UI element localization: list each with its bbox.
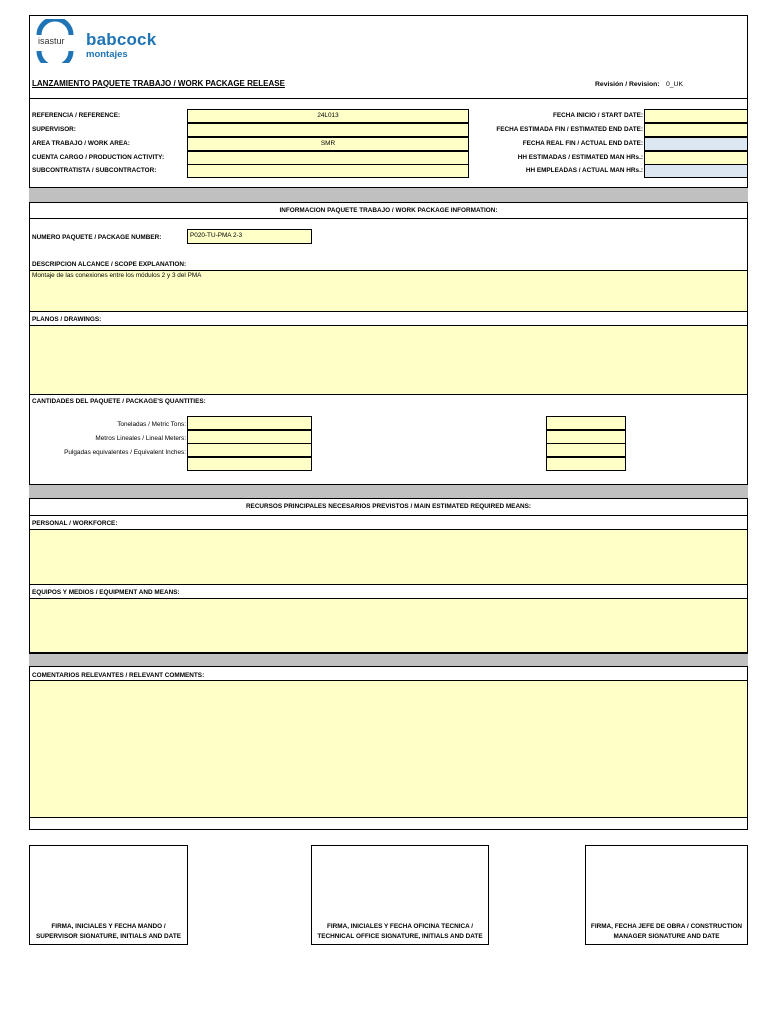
drawings-field[interactable] [29,325,748,395]
supervisor-field[interactable] [187,123,469,137]
workforce-label: PERSONAL / WORKFORCE: [32,520,118,527]
revision-label: Revisión / Revision: [595,81,660,88]
package-number-label: NUMERO PAQUETE / PACKAGE NUMBER: [32,234,162,241]
scope-label: DESCRIPCION ALCANCE / SCOPE EXPLANATION: [32,261,187,268]
metric-tons-field-2[interactable] [546,416,626,430]
scope-text: Montaje de las conexiones entre los módulos 2 y 3 del PMA [32,272,202,279]
equivalent-inches-field-2[interactable] [546,443,626,457]
start-date-label: FECHA INICIO / START DATE: [552,112,643,119]
estimated-end-date-label: FECHA ESTIMADA FIN / ESTIMATED END DATE: [496,126,643,133]
equivalent-inches-field[interactable] [187,443,312,457]
production-activity-field[interactable] [187,151,469,165]
reference-label: REFERENCIA / REFERENCE: [32,112,121,119]
reference-field[interactable]: 24L013 [187,109,469,123]
supervisor-signature-box[interactable] [29,845,188,945]
section-separator [29,187,748,203]
section-divider [29,515,748,516]
work-area-label: AREA TRABAJO / WORK AREA: [32,140,130,147]
supervisor-label: SUPERVISOR: [32,126,76,133]
form-title: LANZAMIENTO PAQUETE TRABAJO / WORK PACKAGE RELEASE [32,79,285,88]
supervisor-signature-label: FIRMA, INICIALES Y FECHA MANDO / SUPERVISOR SIGNATURE, INITIALS AND DATE [36,923,181,940]
metric-tons-field[interactable] [187,416,312,430]
lineal-meters-field[interactable] [187,430,312,444]
estimated-man-hours-field[interactable] [644,151,748,165]
section-separator [29,653,748,667]
start-date-field[interactable] [644,109,748,123]
workforce-field[interactable] [29,529,748,585]
estimated-end-date-field[interactable] [644,123,748,137]
subcontractor-field[interactable] [187,164,469,178]
construction-manager-signature-box[interactable] [585,845,748,945]
production-activity-label: CUENTA CARGO / PRODUCTION ACTIVITY: [32,154,165,161]
actual-end-date-label: FECHA REAL FIN / ACTUAL END DATE: [522,140,643,147]
company-logo [35,19,175,65]
header-divider [29,98,748,99]
resources-title: RECURSOS PRINCIPALES NECESARIOS PREVISTOS / MAIN ESTIMATED REQUIRED MEANS: [245,503,532,510]
equipment-label: EQUIPOS Y MEDIOS / EQUIPMENT AND MEANS: [32,589,180,596]
revision-value: 0_UK [666,81,684,88]
section-divider [29,218,748,219]
comments-label: COMENTARIOS RELEVANTES / RELEVANT COMMENTS: [32,672,205,679]
package-info-title: INFORMACION PAQUETE TRABAJO / WORK PACKAGE INFORMATION: [279,207,498,214]
work-area-field[interactable]: SMR [187,137,469,151]
technical-office-signature-box[interactable] [311,845,489,945]
comments-field[interactable] [29,680,748,818]
metric-tons-label: Toneladas / Metric Tons: [117,421,186,428]
actual-man-hours-field[interactable] [644,164,748,178]
actual-end-date-field[interactable] [644,137,748,151]
lineal-meters-field-2[interactable] [546,430,626,444]
quantities-label: CANTIDADES DEL PAQUETE / PACKAGE'S QUANTITIES: [32,398,206,405]
extra-quantity-field[interactable] [187,457,312,471]
lineal-meters-label: Metros Lineales / Lineal Meters: [95,435,186,442]
drawings-label: PLANOS / DRAWINGS: [32,316,102,323]
equivalent-inches-label: Pulgadas equivalentes / Equivalent Inches: [64,449,186,456]
section-separator [29,484,748,499]
technical-office-signature-label: FIRMA, INICIALES Y FECHA OFICINA TECNICA / TECHNICAL OFFICE SIGNATURE, INITIALS AND DATE [317,923,483,940]
package-number-field[interactable]: P020-TU-PMA 2-3 [187,229,312,244]
logo-brand-text: babcock [86,30,157,49]
equipment-field[interactable] [29,598,748,653]
subcontractor-label: SUBCONTRATISTA / SUBCONTRACTOR: [32,167,157,174]
construction-manager-signature-label: FIRMA, FECHA JEFE DE OBRA / CONSTRUCTION MANAGER SIGNATURE AND DATE [590,923,743,940]
estimated-man-hours-label: HH ESTIMADAS / ESTIMATED MAN HRs.: [517,154,643,161]
logo-sub-text: montajes [86,49,128,60]
actual-man-hours-label: HH EMPLEADAS / ACTUAL MAN HRs.: [525,167,643,174]
logo-isastur-text: isastur [38,36,65,46]
scope-field[interactable] [29,270,748,312]
extra-quantity-field-2[interactable] [546,457,626,471]
